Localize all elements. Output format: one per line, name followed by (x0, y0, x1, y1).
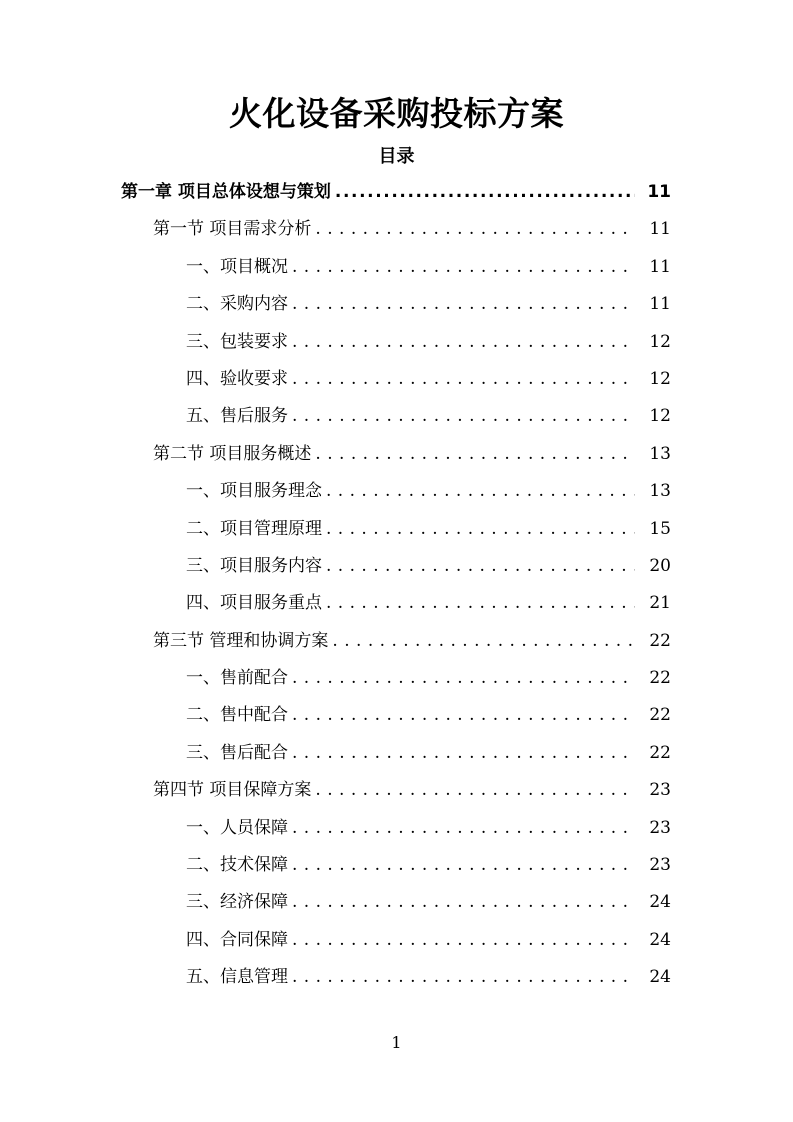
toc-entry-label: 一、项目概况 (186, 256, 288, 277)
toc-entry-page: 23 (649, 855, 671, 876)
toc-subsection-entry[interactable] (0, 697, 793, 734)
toc-subsection-entry[interactable] (0, 810, 793, 847)
toc-chapter-entry[interactable] (0, 174, 793, 211)
toc-section-entry[interactable] (0, 436, 793, 473)
toc-dot-leader (292, 697, 635, 734)
toc-entry-label: 第一章 项目总体设想与策划 (121, 182, 331, 202)
toc-entry-page: 12 (649, 406, 671, 427)
toc-subsection-entry[interactable] (0, 548, 793, 585)
toc-dot-leader (315, 772, 635, 809)
toc-entry-label: 一、人员保障 (186, 817, 288, 838)
toc-dot-leader (292, 959, 635, 996)
page-number: 1 (391, 1033, 402, 1052)
toc-section-entry[interactable] (0, 772, 793, 809)
toc-entry-label: 第三节 管理和协调方案 (153, 630, 329, 651)
toc-subsection-entry[interactable] (0, 286, 793, 323)
toc-dot-leader (315, 436, 635, 473)
toc-entry-label: 三、项目服务内容 (186, 555, 322, 576)
toc-entry-page: 13 (649, 481, 671, 502)
toc-entry-page: 11 (649, 256, 671, 277)
toc-entry-page: 24 (649, 892, 671, 913)
toc-dot-leader (292, 847, 635, 884)
toc-subsection-entry[interactable] (0, 511, 793, 548)
toc-subsection-entry[interactable] (0, 473, 793, 510)
toc-dot-leader (315, 211, 635, 248)
toc-section-entry[interactable] (0, 623, 793, 660)
toc-dot-leader (326, 473, 635, 510)
toc-entry-label: 二、售中配合 (186, 705, 288, 726)
toc-entry-label: 三、售后配合 (186, 742, 288, 763)
toc-entry-page: 21 (649, 593, 671, 614)
toc-subsection-entry[interactable] (0, 922, 793, 959)
table-of-contents (0, 174, 793, 997)
toc-dot-leader (335, 174, 635, 211)
toc-entry-page: 22 (649, 630, 671, 651)
toc-subsection-entry[interactable] (0, 660, 793, 697)
toc-subsection-entry[interactable] (0, 398, 793, 435)
toc-dot-leader (326, 548, 635, 585)
toc-subsection-entry[interactable] (0, 847, 793, 884)
toc-dot-leader (292, 735, 635, 772)
toc-dot-leader (292, 324, 635, 361)
toc-entry-page: 13 (649, 443, 671, 464)
toc-entry-page: 11 (649, 219, 671, 240)
toc-entry-label: 四、项目服务重点 (186, 593, 322, 614)
toc-dot-leader (326, 585, 635, 622)
toc-entry-page: 22 (649, 705, 671, 726)
toc-subsection-entry[interactable] (0, 249, 793, 286)
toc-entry-page: 11 (647, 182, 671, 202)
toc-entry-label: 三、包装要求 (186, 331, 288, 352)
toc-entry-page: 11 (649, 294, 671, 315)
toc-dot-leader (292, 361, 635, 398)
toc-subsection-entry[interactable] (0, 324, 793, 361)
toc-entry-page: 23 (649, 780, 671, 801)
toc-subsection-entry[interactable] (0, 735, 793, 772)
toc-dot-leader (292, 810, 635, 847)
document-title: 火化设备采购投标方案 (229, 94, 564, 133)
toc-subsection-entry[interactable] (0, 884, 793, 921)
toc-entry-label: 四、合同保障 (186, 929, 288, 950)
toc-subsection-entry[interactable] (0, 959, 793, 996)
toc-dot-leader (292, 249, 635, 286)
toc-entry-label: 二、技术保障 (186, 855, 288, 876)
toc-entry-page: 24 (649, 929, 671, 950)
toc-entry-label: 三、经济保障 (186, 892, 288, 913)
toc-dot-leader (292, 884, 635, 921)
toc-entry-page: 24 (649, 967, 671, 988)
toc-entry-page: 12 (649, 368, 671, 389)
toc-entry-label: 五、售后服务 (186, 406, 288, 427)
toc-entry-page: 15 (649, 518, 671, 539)
toc-entry-label: 二、项目管理原理 (186, 518, 322, 539)
toc-section-entry[interactable] (0, 211, 793, 248)
toc-subsection-entry[interactable] (0, 361, 793, 398)
toc-dot-leader (292, 922, 635, 959)
toc-dot-leader (292, 286, 635, 323)
toc-entry-page: 12 (649, 331, 671, 352)
toc-entry-label: 一、项目服务理念 (186, 481, 322, 502)
toc-dot-leader (326, 511, 635, 548)
toc-entry-page: 20 (649, 555, 671, 576)
toc-entry-page: 23 (649, 817, 671, 838)
toc-entry-label: 四、验收要求 (186, 368, 288, 389)
toc-entry-page: 22 (649, 668, 671, 689)
toc-entry-page: 22 (649, 742, 671, 763)
toc-dot-leader (332, 623, 635, 660)
toc-entry-label: 第一节 项目需求分析 (153, 219, 312, 240)
toc-heading: 目录 (378, 146, 415, 167)
toc-entry-label: 二、采购内容 (186, 294, 288, 315)
toc-entry-label: 第二节 项目服务概述 (153, 443, 312, 464)
toc-subsection-entry[interactable] (0, 585, 793, 622)
toc-dot-leader (292, 398, 635, 435)
toc-entry-label: 五、信息管理 (186, 967, 288, 988)
toc-entry-label: 第四节 项目保障方案 (153, 780, 312, 801)
toc-entry-label: 一、售前配合 (186, 668, 288, 689)
toc-dot-leader (292, 660, 635, 697)
